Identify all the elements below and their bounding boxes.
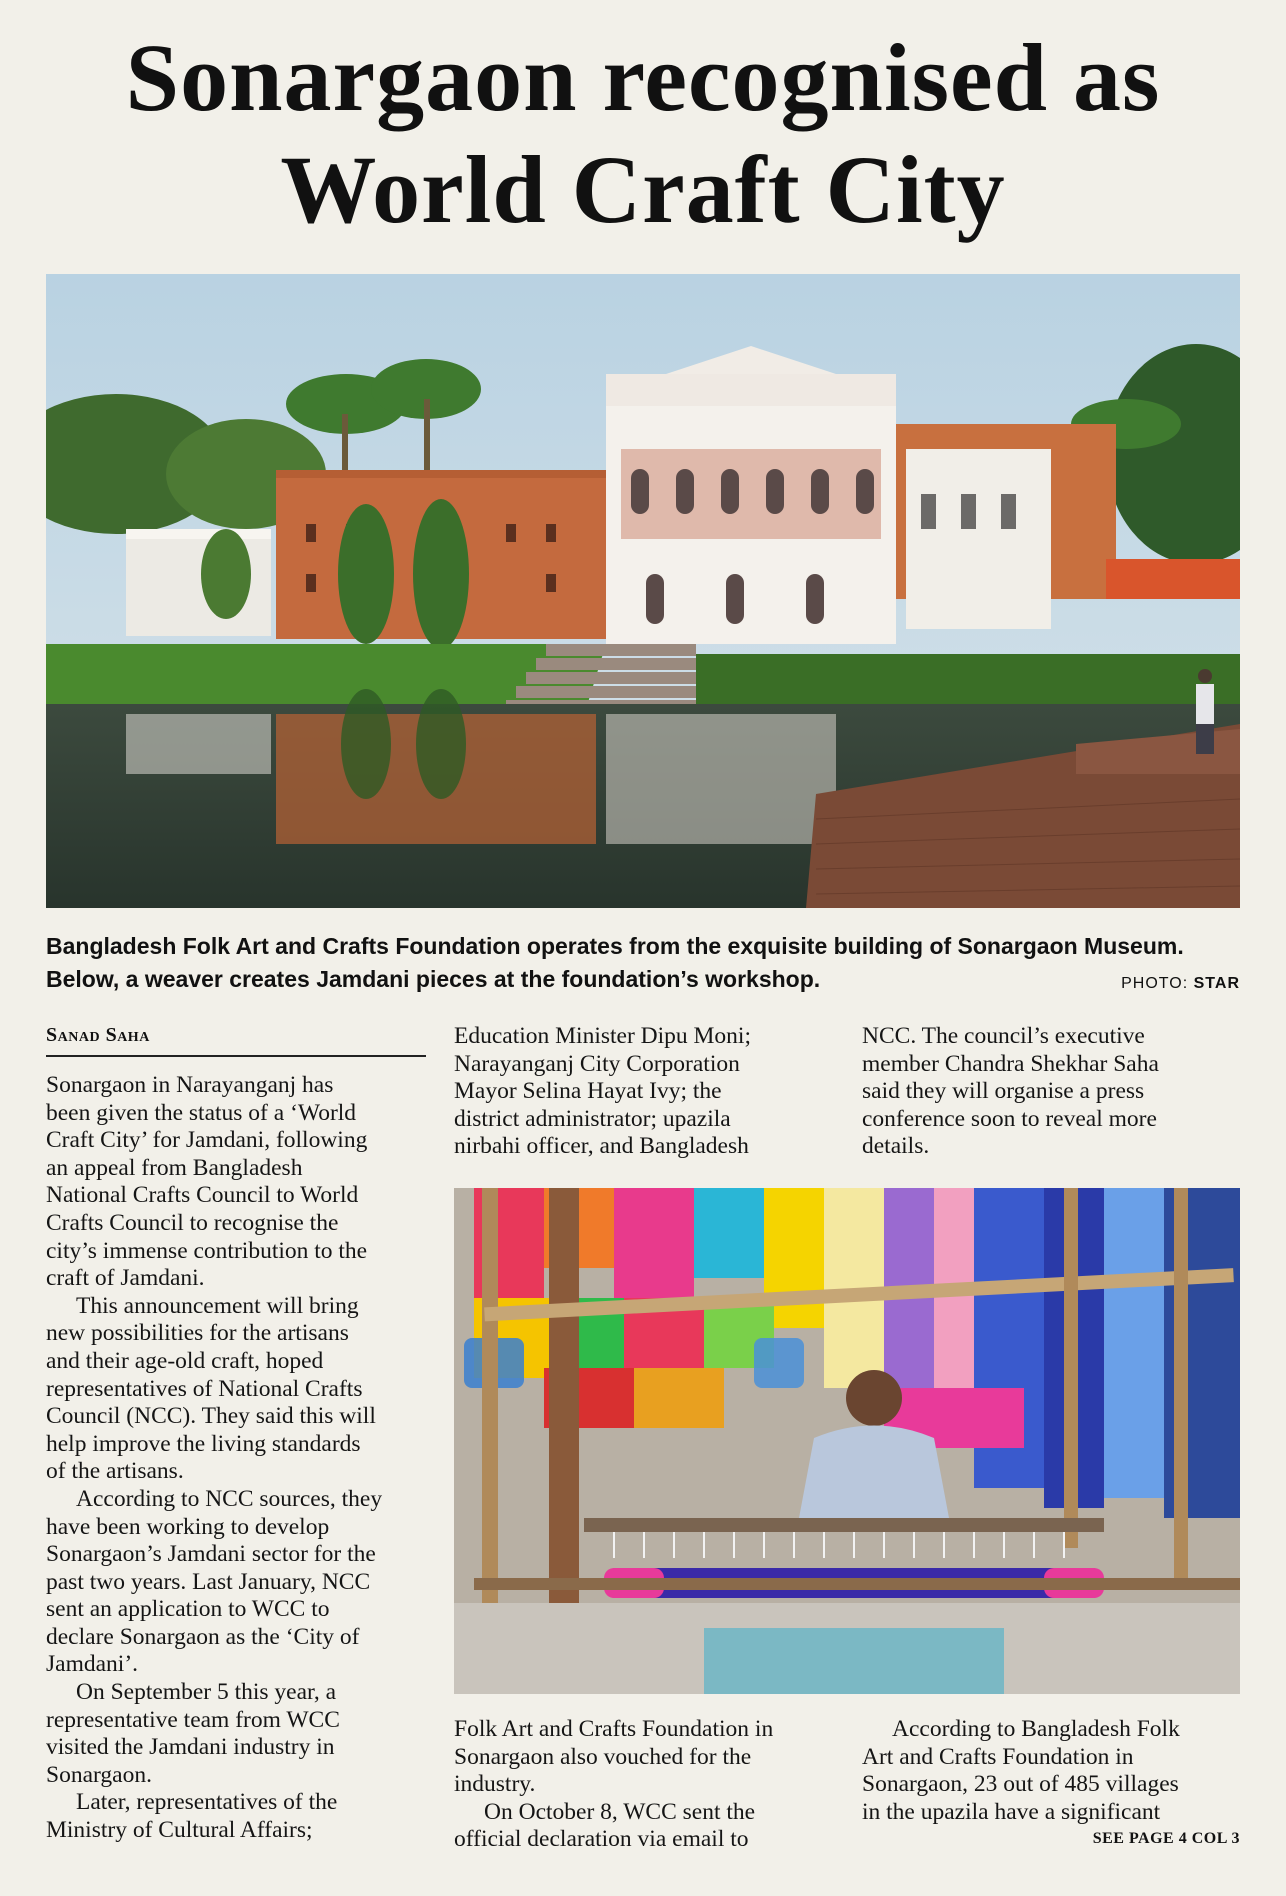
text-line: conference soon to reveal more	[862, 1105, 1157, 1132]
text-line: help improve the living standards	[46, 1430, 361, 1457]
text-line: and their age-old craft, hoped	[46, 1347, 324, 1374]
text-line: Council (NCC). They said this will	[46, 1403, 376, 1430]
text-line: nirbahi officer, and Bangladesh	[454, 1133, 749, 1160]
text-line: Sonargaon’s Jamdani sector for the	[46, 1541, 376, 1568]
text-line: district administrator; upazila	[454, 1105, 731, 1132]
byline: Sanad Saha	[46, 1024, 426, 1057]
text-line: Sonargaon.	[46, 1761, 152, 1788]
text-line: representatives of National Crafts	[46, 1375, 363, 1402]
headline-line-1: Sonargaon recognised as	[125, 24, 1161, 131]
text-line: NCC. The council’s executive	[862, 1023, 1145, 1049]
article-column-3-top	[862, 1023, 1242, 1161]
headline-line-2: World Craft City	[280, 136, 1006, 243]
continuation-link[interactable]: SEE PAGE 4 COL 3	[1092, 1830, 1240, 1847]
text-line: an appeal from Bangladesh	[46, 1154, 303, 1181]
text-line: representative team from WCC	[46, 1706, 340, 1733]
text-line: Crafts Council to recognise the	[46, 1209, 339, 1236]
text-line: Ministry of Cultural Affairs;	[46, 1817, 313, 1844]
text-line: Folk Art and Crafts Foundation in	[454, 1716, 774, 1742]
text-line: This announcement will bring	[76, 1292, 359, 1319]
weaver-illustration	[454, 1188, 1240, 1694]
text-line: On October 8, WCC sent the	[484, 1798, 756, 1825]
text-line: declare Sonargaon as the ‘City of	[46, 1623, 360, 1650]
text-line: official declaration via email to	[454, 1826, 749, 1853]
text-line: Sonargaon, 23 out of 485 villages	[862, 1771, 1179, 1798]
text-line: Craft City’ for Jamdani, following	[46, 1127, 368, 1154]
text-line: National Crafts Council to World	[46, 1182, 359, 1209]
text-line: Narayanganj City Corporation	[454, 1050, 740, 1077]
text-line: Jamdani’.	[46, 1651, 139, 1678]
text-line: Sonargaon also vouched for the	[454, 1743, 752, 1770]
text-line: visited the Jamdani industry in	[46, 1734, 335, 1761]
text-line: of the artisans.	[46, 1458, 184, 1485]
article-column-2-top	[454, 1023, 834, 1161]
article-column-2-bottom	[454, 1716, 834, 1854]
text-line: Later, representatives of the	[76, 1789, 338, 1816]
photo-caption	[46, 930, 1240, 996]
text-line: Art and Crafts Foundation in	[862, 1743, 1134, 1770]
text-line: Mayor Selina Hayat Ivy; the	[454, 1078, 722, 1105]
text-line: According to Bangladesh Folk	[892, 1716, 1180, 1742]
text-line: On September 5 this year, a	[76, 1679, 337, 1706]
text-line: craft of Jamdani.	[46, 1265, 205, 1292]
text-line: member Chandra Shekhar Saha	[862, 1050, 1159, 1077]
weaver-photo	[454, 1188, 1240, 1694]
caption-line-1: Bangladesh Folk Art and Crafts Foundation operates from the exquisite building of Sonargaon Museum.	[46, 933, 1184, 959]
article-column-3-bottom	[862, 1716, 1242, 1826]
text-line: sent an application to WCC to	[46, 1596, 330, 1623]
credit-prefix: PHOTO:	[1121, 975, 1194, 992]
caption-line-2: Below, a weaver creates Jamdani pieces at the foundation’s workshop.	[46, 966, 821, 992]
text-line: Education Minister Dipu Moni;	[454, 1023, 751, 1049]
text-line: city’s immense contribution to the	[46, 1237, 368, 1264]
text-line: have been working to develop	[46, 1513, 330, 1540]
article-column-1	[46, 1072, 436, 1845]
text-line: been given the status of a ‘World	[46, 1099, 357, 1126]
headline	[0, 22, 1286, 246]
text-line: According to NCC sources, they	[76, 1485, 383, 1512]
credit-name: STAR	[1193, 975, 1240, 992]
text-line: in the upazila have a significant	[862, 1798, 1161, 1825]
text-line: said they will organise a press	[862, 1078, 1145, 1105]
museum-illustration	[46, 274, 1240, 908]
text-line: details.	[862, 1133, 930, 1160]
text-line: past two years. Last January, NCC	[46, 1568, 371, 1595]
museum-photo	[46, 274, 1240, 908]
photo-credit	[1121, 975, 1240, 993]
text-line: new possibilities for the artisans	[46, 1320, 349, 1347]
text-line: Sonargaon in Narayanganj has	[46, 1072, 334, 1098]
text-line: industry.	[454, 1771, 536, 1798]
